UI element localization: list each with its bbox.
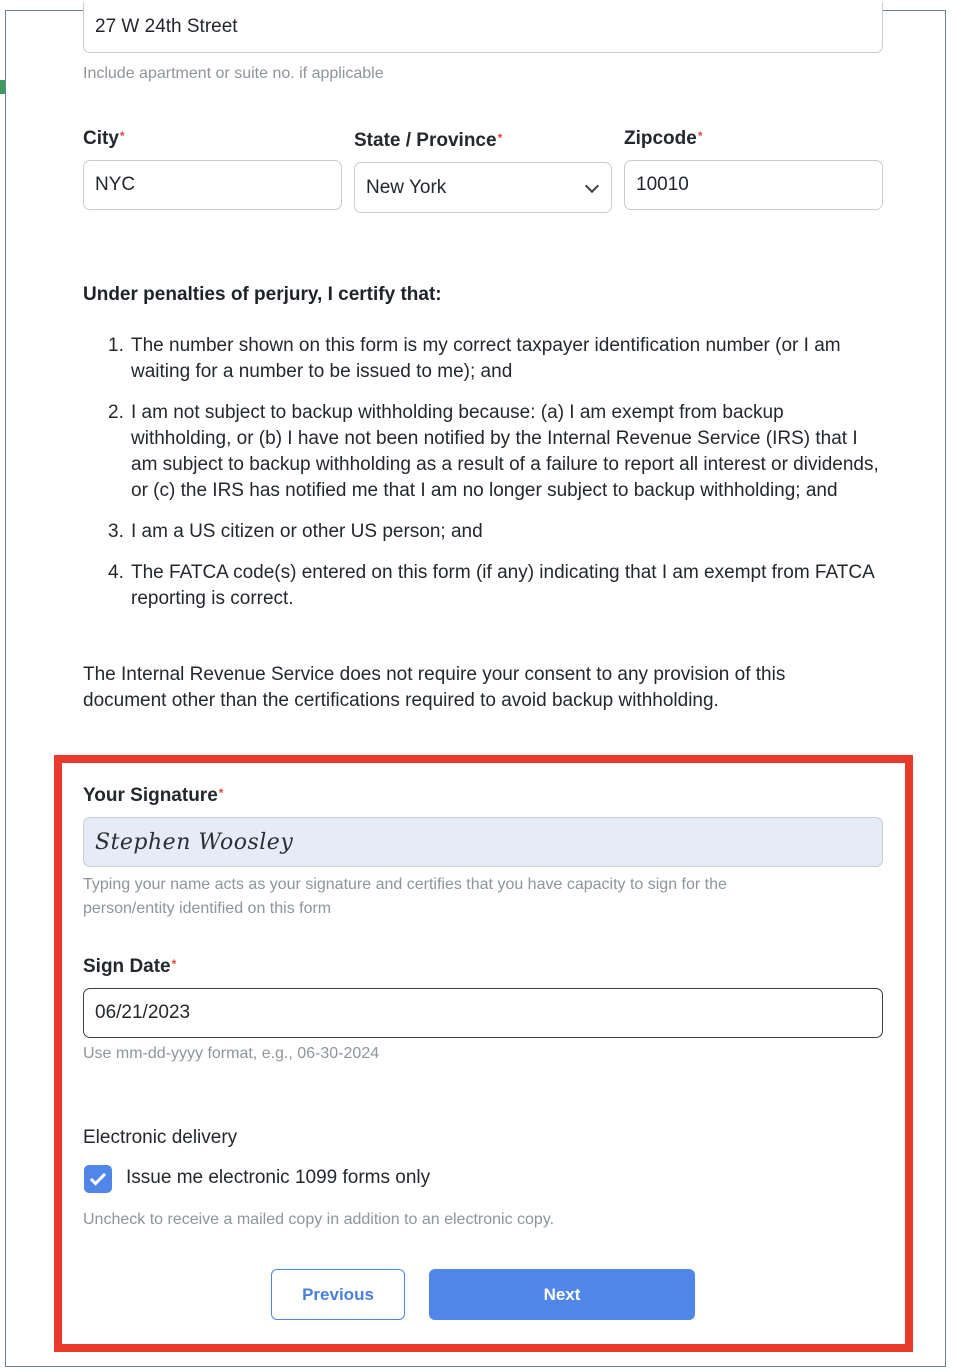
sign-date-value: 06/21/2023 bbox=[95, 1002, 191, 1023]
zipcode-value: 10010 bbox=[636, 174, 689, 195]
certification-item: 1. The number shown on this form is my correct taxpayer identification number (or I am waiting for a number to be issued to me); and bbox=[108, 335, 841, 382]
previous-button[interactable]: Previous bbox=[271, 1269, 405, 1320]
sign-date-label: Sign Date* bbox=[83, 956, 177, 977]
city-input[interactable] bbox=[83, 160, 342, 210]
certification-item: 2. I am not subject to backup withholding because: (a) I am exempt from backup withholding, or (b) I have not been notified by the Internal Revenue Service (IRS) that I am subject to backup withholding as a result of a failure to report all interest or dividends, or (c) the IRS has notified me that I am no longer subject to backup withholding; and bbox=[108, 402, 879, 501]
required-asterisk: * bbox=[697, 129, 703, 143]
street-address-input[interactable] bbox=[83, 2, 883, 53]
required-asterisk: * bbox=[497, 131, 503, 145]
zipcode-input[interactable] bbox=[624, 160, 883, 210]
electronic-delivery-help: Uncheck to receive a mailed copy in addition to an electronic copy. bbox=[83, 1211, 555, 1228]
certification-title: Under penalties of perjury, I certify that: bbox=[83, 284, 442, 305]
signature-label: Your Signature* bbox=[83, 785, 224, 806]
state-label: State / Province* bbox=[354, 130, 503, 151]
city-label: City* bbox=[83, 128, 125, 149]
state-value: New York bbox=[366, 176, 447, 198]
required-asterisk: * bbox=[119, 129, 125, 143]
street-address-help: Include apartment or suite no. if applicable bbox=[83, 65, 384, 82]
certification-item: 4. The FATCA code(s) entered on this form (if any) indicating that I am exempt from FATCA reporting is correct. bbox=[108, 562, 874, 609]
city-value: NYC bbox=[95, 174, 136, 195]
checkmark-icon bbox=[90, 1169, 106, 1185]
next-button[interactable]: Next bbox=[429, 1269, 695, 1320]
signature-input[interactable] bbox=[83, 817, 883, 867]
street-address-value: 27 W 24th Street bbox=[95, 16, 238, 37]
required-asterisk: * bbox=[171, 957, 177, 971]
state-select[interactable] bbox=[354, 162, 612, 213]
electronic-only-checkbox[interactable] bbox=[84, 1165, 112, 1193]
irs-consent-text: The Internal Revenue Service does not require your consent to any provision of this document other than the certifications required to avoid backup withholding. bbox=[83, 664, 786, 711]
electronic-only-label[interactable]: Issue me electronic 1099 forms only bbox=[126, 1167, 431, 1188]
sign-date-input[interactable] bbox=[83, 988, 883, 1038]
signature-help: Typing your name acts as your signature and certifies that you have capacity to sign for the person/entity identified on this form bbox=[83, 876, 727, 917]
signature-value: Stephen Woosley bbox=[95, 829, 294, 855]
zipcode-label: Zipcode* bbox=[624, 128, 703, 149]
chevron-down-icon bbox=[585, 178, 599, 192]
required-asterisk: * bbox=[218, 786, 224, 800]
electronic-delivery-title: Electronic delivery bbox=[83, 1127, 238, 1148]
certification-list bbox=[108, 333, 888, 627]
certification-item: 3. I am a US citizen or other US person; and bbox=[108, 521, 483, 542]
sign-date-help: Use mm-dd-yyyy format, e.g., 06-30-2024 bbox=[83, 1045, 380, 1062]
